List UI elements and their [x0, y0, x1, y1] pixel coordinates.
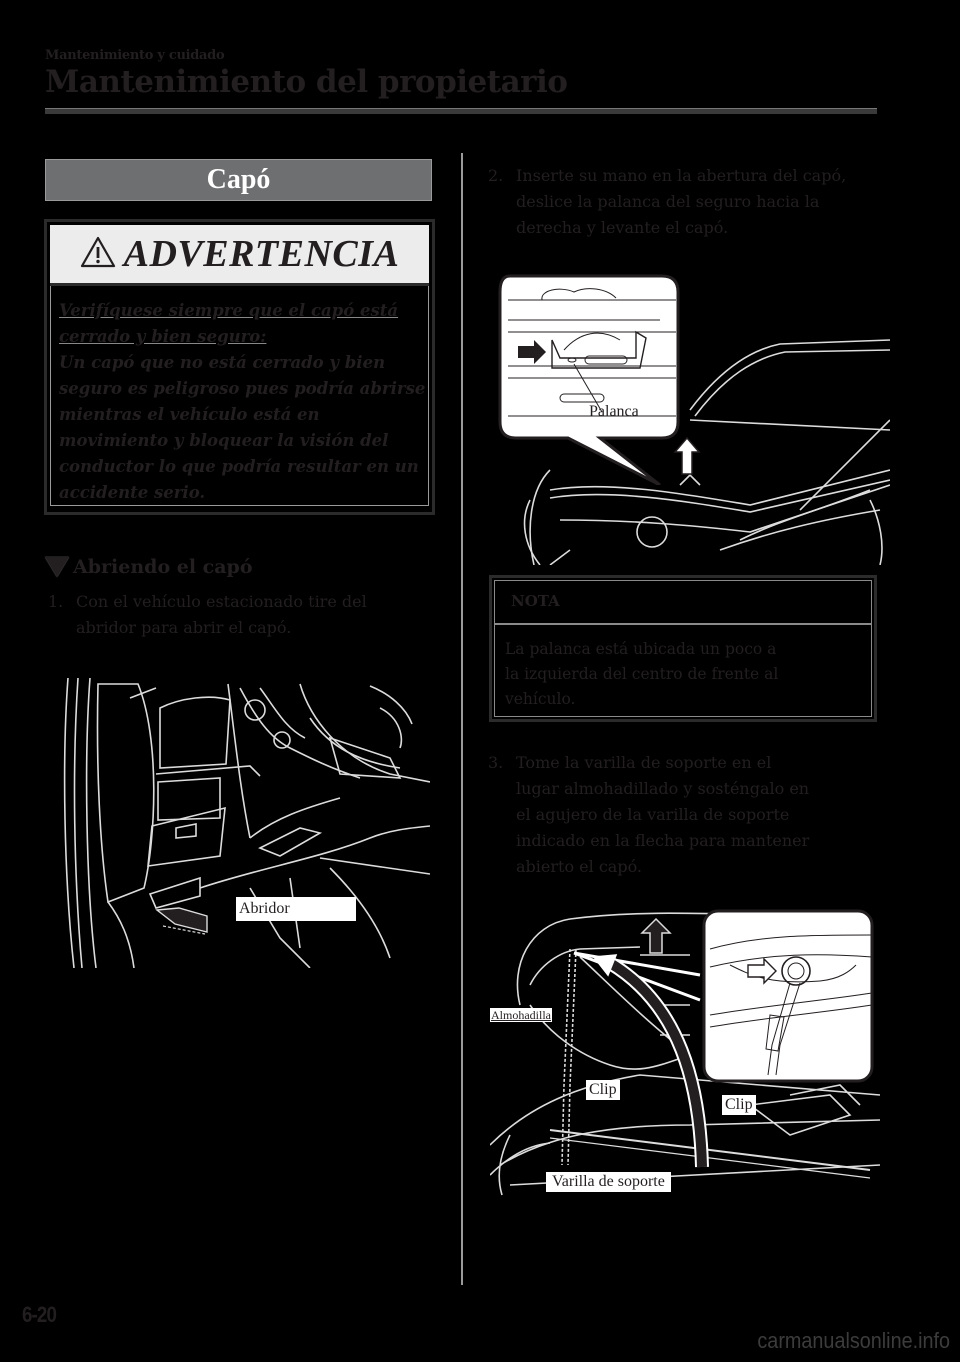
hood-opener-illustration [60, 678, 430, 968]
step-number: 2. [488, 166, 504, 185]
warning-text [59, 298, 429, 506]
breadcrumb: Mantenimiento y cuidado [45, 48, 225, 63]
column-divider [461, 153, 463, 1285]
step-number: 1. [48, 592, 64, 611]
step-2 [488, 163, 888, 243]
note-text-line: vehículo. [505, 690, 576, 708]
step-text-line: derecha y levante el capó. [516, 218, 729, 237]
note-text-line: La palanca está ubicada un poco a [505, 640, 777, 658]
step-text-line: abierto el capó. [516, 857, 643, 876]
triangle-down-bullet-icon [45, 557, 69, 577]
warning-label: ADVERTENCIA [123, 233, 400, 275]
step-text-line: Con el vehículo estacionado tire del [76, 592, 367, 611]
watermark: carmanualsonline.info [757, 1328, 950, 1353]
page-number: 6-20 [22, 1302, 57, 1327]
pad-label: Almohadilla [491, 1008, 551, 1022]
step-text-line: lugar almohadillado y sosténgalo en [516, 779, 810, 798]
step-1 [48, 589, 428, 649]
note-label: NOTA [511, 592, 560, 610]
note-text-line: la izquierda del centro de frente al [505, 665, 779, 683]
step-text-line: Tome la varilla de soporte en el [516, 753, 772, 772]
lever-label: Palanca [589, 403, 639, 420]
title-divider [45, 108, 877, 114]
note-header [495, 581, 871, 625]
note-frame [494, 580, 872, 717]
step-text-line: el agujero de la varilla de soporte [516, 805, 790, 824]
hood-lever-illustration [490, 270, 890, 565]
opener-label: Abridor [236, 897, 356, 921]
step-text-line: abridor para abrir el capó. [76, 618, 292, 637]
step-text-line: deslice la palanca del seguro hacia la [516, 192, 820, 211]
subsection-title: Abriendo el capó [73, 556, 253, 578]
support-rod-illustration [490, 905, 880, 1205]
warning-lead-line1: Verifíquese siempre que el capó está [59, 301, 399, 320]
warning-lead-line2: cerrado y bien seguro: [59, 327, 267, 346]
note-text [505, 637, 865, 712]
step-text-line: indicado en la flecha para mantener [516, 831, 810, 850]
step-text-line: Inserte su mano en la abertura del capó, [516, 166, 847, 185]
subsection-heading [45, 556, 253, 578]
warning-triangle-icon [80, 236, 116, 272]
support-rod-label: Varilla de soporte [546, 1172, 671, 1192]
clip-label-left: Clip [586, 1080, 620, 1100]
step-3 [488, 750, 888, 890]
page-title: Mantenimiento del propietario [45, 64, 568, 100]
warning-header [50, 225, 429, 286]
step-number: 3. [488, 753, 504, 772]
clip-label-right: Clip [722, 1095, 756, 1115]
note-box [489, 575, 877, 722]
section-title-bar: Capó [45, 159, 432, 201]
warning-box [44, 219, 435, 515]
warning-body: Un capó que no está cerrado y bien seguro es peligroso pues podría abrirse mientras el vehículo está en movimiento y bloquear la visión del conductor lo que podría resultar en un accidente serio. [59, 353, 426, 502]
